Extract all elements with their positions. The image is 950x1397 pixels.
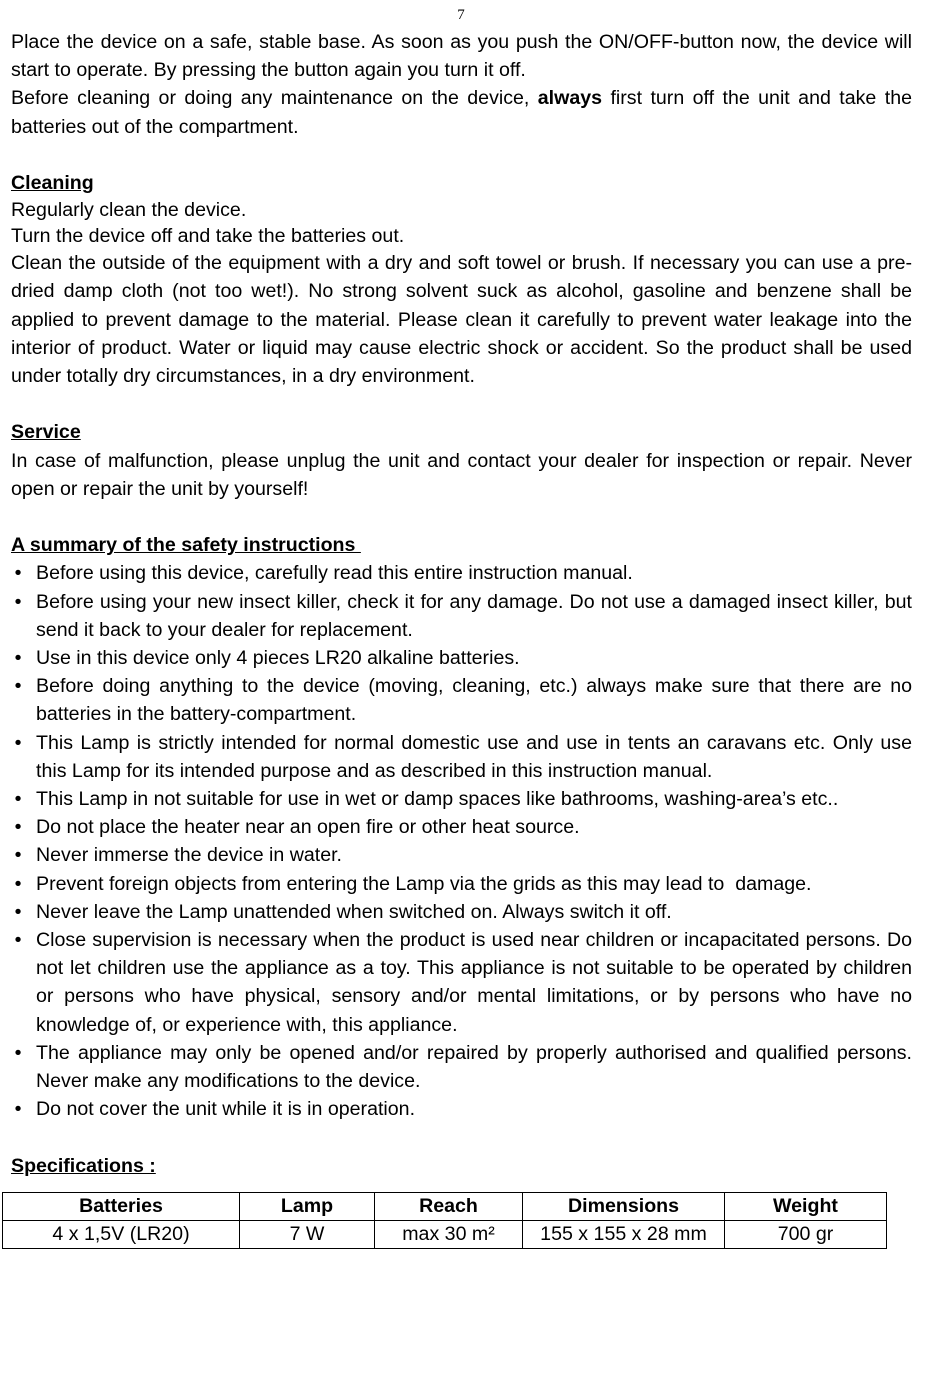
bullet-icon: • [14,731,22,754]
list-item: • Before using your new insect killer, check it for any damage. Do not use a damaged insect killer, but send it back to your dealer for replacement. [11,588,912,644]
bullet-icon: • [14,647,22,670]
safety-list [11,559,912,1123]
bullet-icon: • [14,872,22,895]
cleaning-body: Clean the outside of the equipment with a dry and soft towel or brush. If necessary you can use a pre-dried damp cloth (not too wet!). No strong solvent suck as alcohol, gasoline and benzene shall be applied to prevent damage to the material. Please clean it carefully to prevent water leakage into the interior of product. Water or liquid may cause electric shock or accident. So the product shall be used under totally dry circumstances, in a dry environment. [11,252,912,388]
list-item: • Never leave the Lamp unattended when switched on. Always switch it off. [11,898,912,926]
cleaning-heading: Cleaning [11,172,94,194]
service-body: In case of malfunction, please unplug the unit and contact your dealer for inspection or repair. Never open or repair the unit by yourself! [11,449,912,500]
list-item: • The appliance may only be opened and/or repaired by properly authorised and qualified persons. Never make any modifications to the device. [11,1039,912,1095]
bullet-icon: • [14,675,22,698]
list-item: • Before doing anything to the device (moving, cleaning, etc.) always make sure that there are no batteries in the battery-compartment. [11,672,912,728]
bullet-icon: • [14,900,22,923]
list-item: • Never immerse the device in water. [11,841,912,869]
column-header-dimensions: Dimensions [523,1193,725,1221]
maintenance-text-start: Before cleaning or doing any maintenance on the device, [11,87,538,110]
list-item: • Close supervision is necessary when the product is used near children or incapacitated persons. Do not let children use the appliance as a toy. This appliance is not suitable to be operated by children or persons who have physical, sensory and/or mental limitations, or by persons who have no knowledge of, or experience with, this appliance. [11,926,912,1039]
specifications-table [2,1192,887,1249]
table-header-row [3,1193,887,1221]
cell-lamp: 7 W [240,1221,375,1249]
cell-weight: 700 gr [725,1221,887,1249]
bullet-icon: • [14,788,22,811]
bullet-icon: • [14,1041,22,1064]
intro-paragraph-operation: Place the device on a safe, stable base. As soon as you push the ON/OFF-button now, the device will start to operate. By pressing the button again you turn it off. [11,31,912,82]
intro-paragraph-maintenance [11,84,912,140]
column-header-lamp: Lamp [240,1193,375,1221]
maintenance-text-end: first turn off the unit and take the batteries out of the compartment. [11,87,912,138]
safety-heading: A summary of the safety instructions [11,534,361,557]
cell-reach: max 30 m² [375,1221,523,1249]
list-item: • Do not place the heater near an open fire or other heat source. [11,813,912,841]
cleaning-line-batteries: Turn the device off and take the batteries out. [11,225,405,248]
list-item: • Before using this device, carefully read this entire instruction manual. [11,559,912,587]
list-item: • Prevent foreign objects from entering the Lamp via the grids as this may lead to damage. [11,870,912,898]
list-item: • Do not cover the unit while it is in operation. [11,1095,912,1123]
bullet-icon: • [14,590,22,613]
bullet-icon: • [14,929,22,952]
cleaning-line-regularly: Regularly clean the device. [11,199,247,222]
specifications-heading: Specifications : [11,1154,156,1177]
bullet-icon: • [14,844,22,867]
list-item: • This Lamp in not suitable for use in wet or damp spaces like bathrooms, washing-area’s etc.. [11,785,912,813]
page-number: 7 [457,7,465,23]
service-heading: Service [11,421,81,444]
column-header-reach: Reach [375,1193,523,1221]
cell-batteries: 4 x 1,5V (LR20) [3,1221,240,1249]
bullet-icon: • [14,816,22,839]
document-body [11,28,912,1180]
list-item: • This Lamp is strictly intended for normal domestic use and use in tents an caravans etc. Only use this Lamp for its intended purpose and as described in this instruction manual. [11,729,912,785]
list-item: • Use in this device only 4 pieces LR20 alkaline batteries. [11,644,912,672]
column-header-weight: Weight [725,1193,887,1221]
maintenance-emphasis: always [537,87,603,110]
bullet-icon: • [14,562,22,585]
cell-dimensions: 155 x 155 x 28 mm [523,1221,725,1249]
column-header-batteries: Batteries [3,1193,240,1221]
table-row [3,1221,887,1249]
bullet-icon: • [14,1098,22,1121]
